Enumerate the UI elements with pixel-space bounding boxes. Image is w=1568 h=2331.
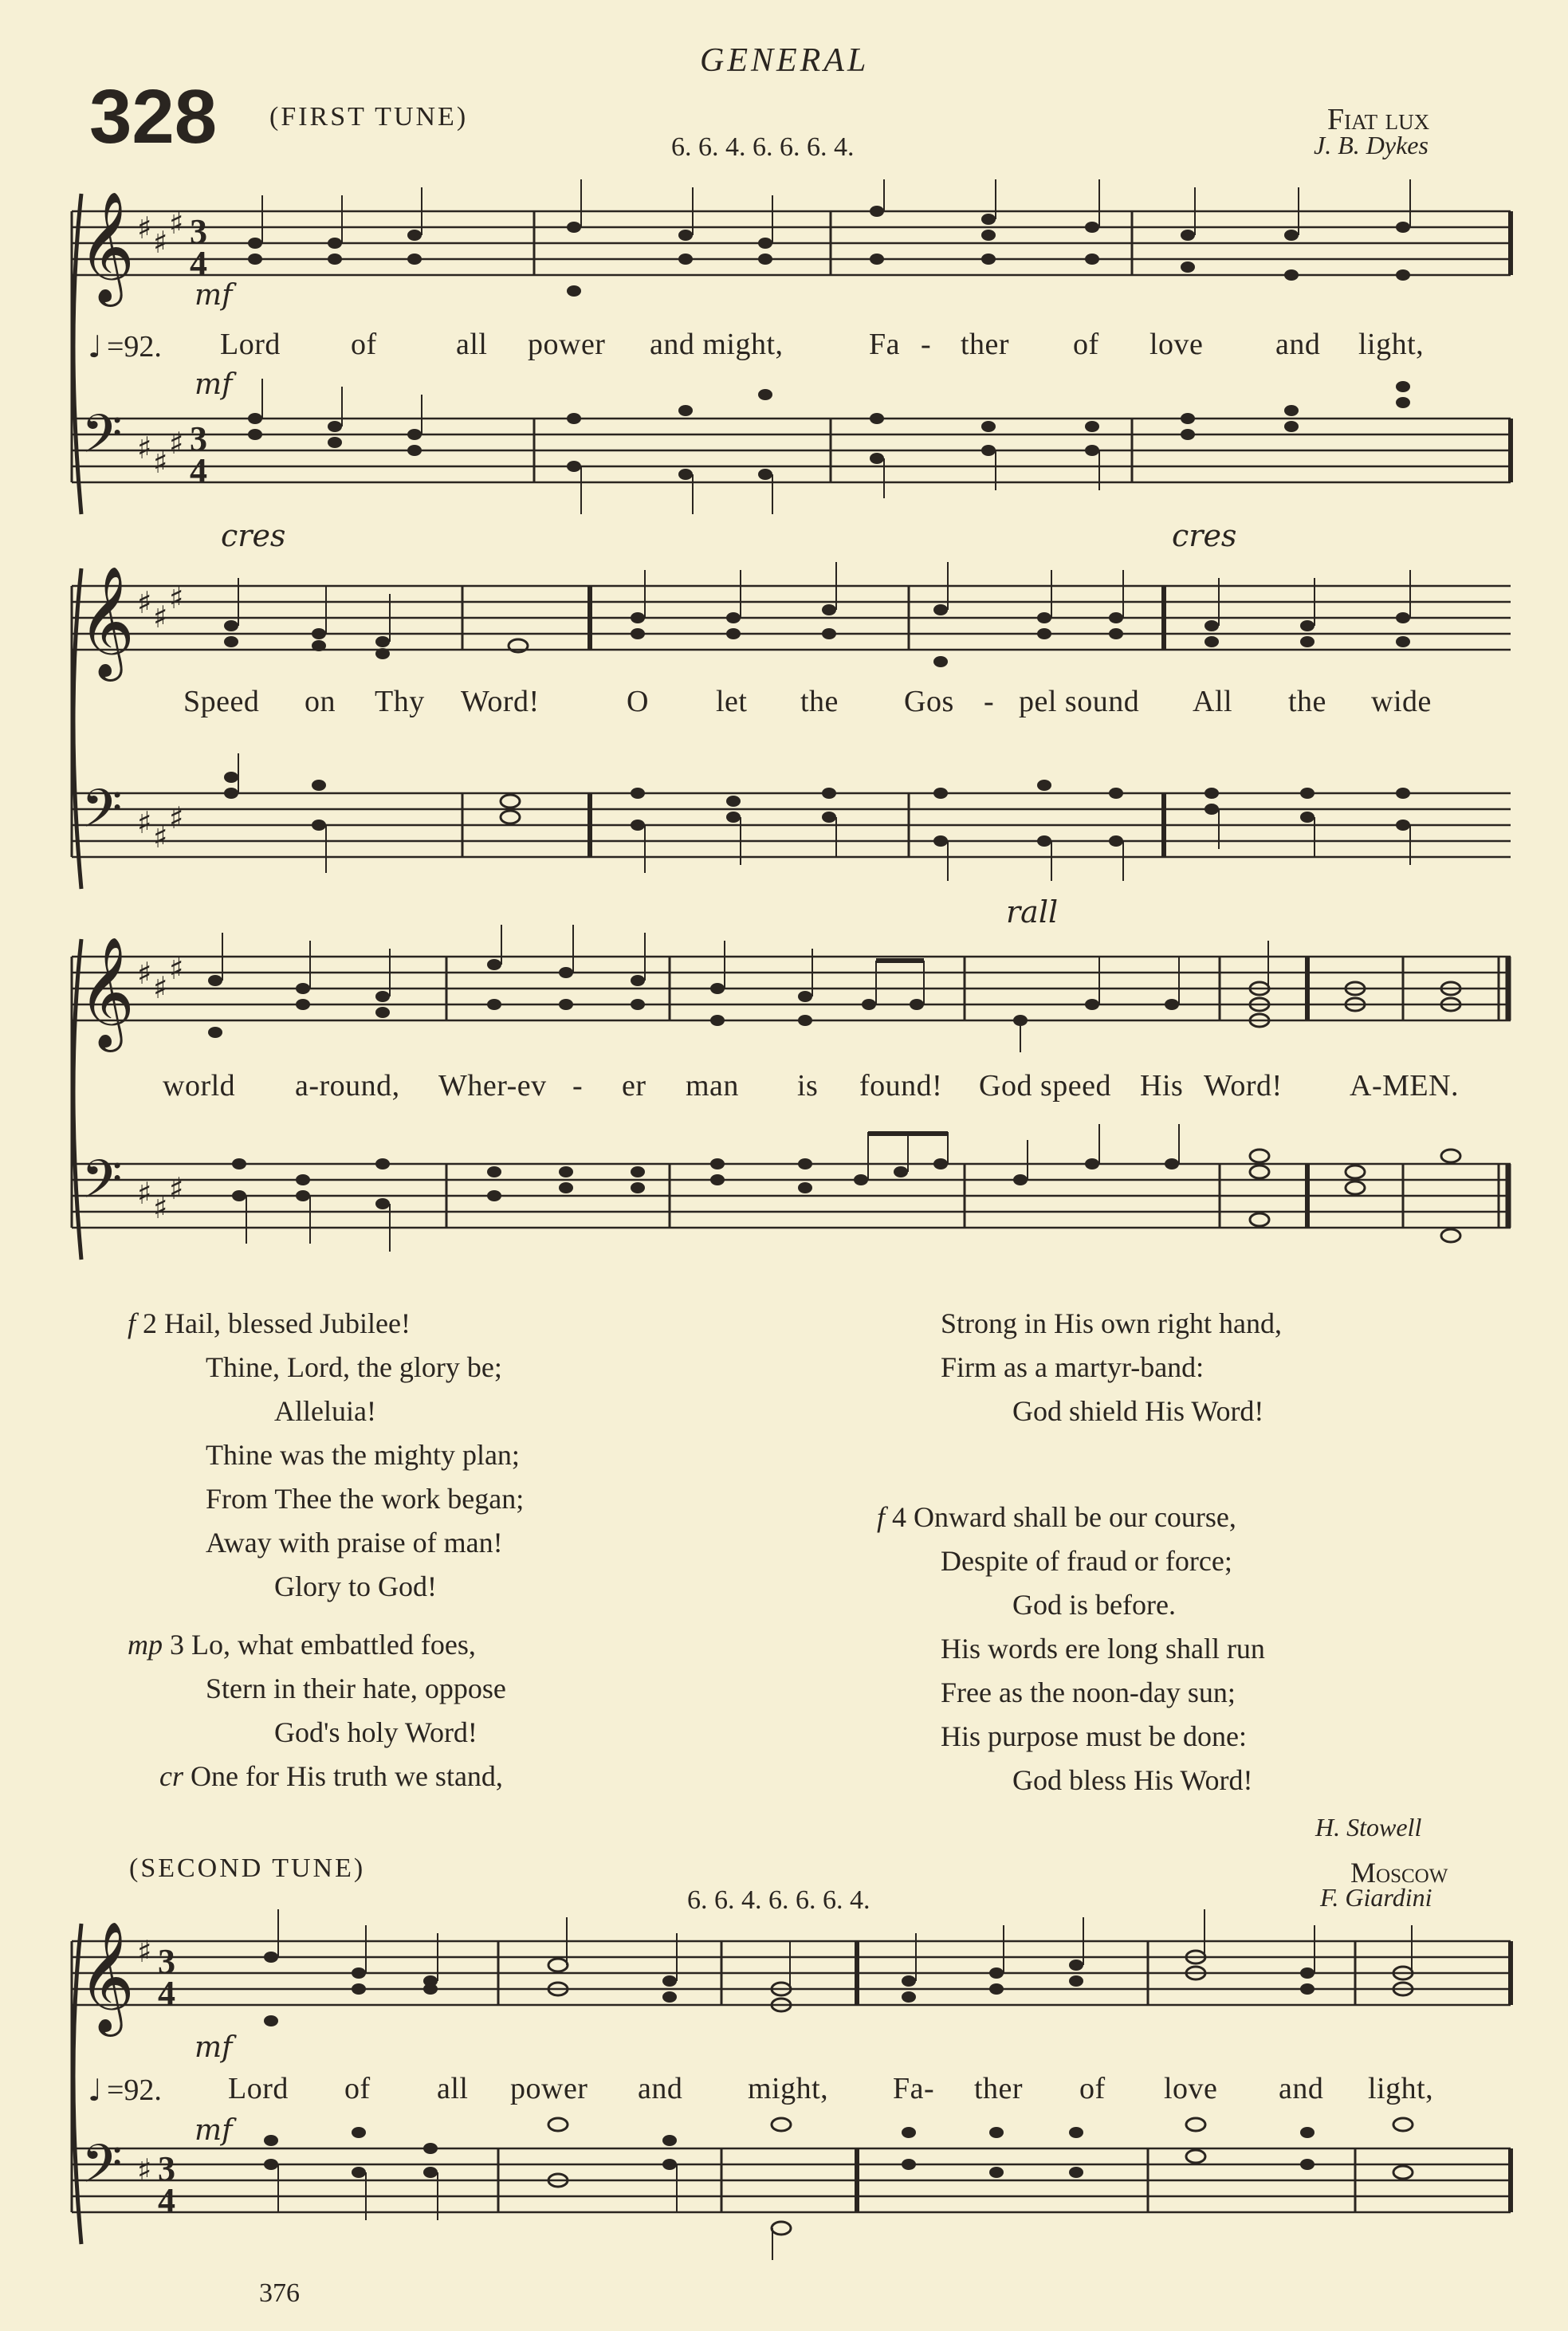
svg-text:♯: ♯ bbox=[137, 1176, 152, 1211]
svg-text:♯: ♯ bbox=[169, 951, 184, 986]
svg-text:4: 4 bbox=[190, 451, 207, 490]
verse-3: mp 3 Lo, what embattled foes, bbox=[128, 1629, 476, 1661]
verse-line: His words ere long shall run bbox=[941, 1633, 1265, 1665]
svg-text:♯: ♯ bbox=[137, 805, 152, 840]
second-tune-label: (SECOND TUNE) bbox=[129, 1853, 366, 1883]
svg-text:♯: ♯ bbox=[153, 1190, 168, 1225]
treble-clef-icon: 𝄞 bbox=[78, 1921, 135, 2032]
verse-line: Firm as a martyr-band: bbox=[941, 1351, 1204, 1383]
metronome-note-icon-2: ♩ bbox=[88, 2073, 102, 2108]
treble-clef-icon: 𝄞 bbox=[78, 191, 135, 302]
svg-text:♯: ♯ bbox=[169, 580, 184, 615]
svg-text:♯: ♯ bbox=[137, 956, 152, 991]
svg-text:♯: ♯ bbox=[153, 445, 168, 480]
svg-text:♯: ♯ bbox=[169, 426, 184, 461]
svg-text:♯: ♯ bbox=[153, 970, 168, 1005]
svg-text:♯: ♯ bbox=[169, 800, 184, 835]
treble-clef-icon: 𝄞 bbox=[78, 566, 135, 677]
verse-line: Despite of fraud or force; bbox=[941, 1545, 1232, 1577]
verse-line: God is before. bbox=[1012, 1589, 1176, 1621]
verses-left bbox=[128, 1302, 717, 1798]
dynamic-rall: rall bbox=[1006, 894, 1059, 930]
bass-clef-icon: 𝄢 bbox=[81, 2133, 123, 2207]
svg-text:4: 4 bbox=[158, 1974, 175, 2013]
dynamic-mf-bass-2: mf bbox=[195, 2114, 233, 2147]
verse-line: Thine was the mighty plan; bbox=[206, 1439, 520, 1471]
composer: J. B. Dykes bbox=[1314, 131, 1428, 159]
bass-clef-icon: 𝄢 bbox=[81, 1149, 123, 1223]
tune-name: Fiat lux bbox=[1327, 103, 1430, 136]
verse-line: Thine, Lord, the glory be; bbox=[206, 1351, 502, 1383]
svg-text:♯: ♯ bbox=[153, 225, 168, 260]
svg-text:♯: ♯ bbox=[137, 585, 152, 620]
svg-text:3: 3 bbox=[190, 419, 207, 458]
dynamic-mf: mf bbox=[195, 279, 233, 312]
svg-text:♯: ♯ bbox=[137, 430, 152, 466]
svg-text:4: 4 bbox=[190, 244, 207, 283]
verse-line: Strong in His own right hand, bbox=[941, 1307, 1282, 1339]
hymn-author: H. Stowell bbox=[1315, 1813, 1422, 1842]
metronome-2: =92. bbox=[107, 2074, 162, 2107]
svg-text:♯: ♯ bbox=[169, 206, 184, 241]
music-system-3 bbox=[64, 925, 1515, 1276]
verse-2: f 2 Hail, blessed Jubilee! bbox=[128, 1307, 411, 1339]
time-signature bbox=[190, 212, 207, 490]
svg-text:♯: ♯ bbox=[153, 599, 168, 635]
svg-text:4: 4 bbox=[158, 2181, 175, 2220]
svg-text:♯: ♯ bbox=[153, 820, 168, 855]
key-signature bbox=[137, 580, 183, 855]
key-signature bbox=[137, 1934, 151, 2188]
verse-line: cr One for His truth we stand, bbox=[159, 1760, 503, 1792]
verse-line: God bless His Word! bbox=[1012, 1764, 1253, 1796]
svg-text:3: 3 bbox=[190, 212, 207, 251]
verse-4: f 4 Onward shall be our course, bbox=[877, 1501, 1236, 1533]
treble-clef-icon: 𝄞 bbox=[78, 937, 135, 1048]
first-tune-meter: 6. 6. 4. 6. 6. 6. 4. bbox=[671, 132, 855, 162]
svg-text:3: 3 bbox=[158, 1942, 175, 1981]
first-tune-label: (FIRST TUNE) bbox=[269, 102, 469, 132]
metronome: =92. bbox=[107, 330, 162, 364]
svg-text:♯: ♯ bbox=[169, 1171, 184, 1206]
verse-line: Alleluia! bbox=[274, 1395, 376, 1427]
section-heading: GENERAL bbox=[700, 42, 870, 79]
verse-line: God's holy Word! bbox=[274, 1716, 477, 1748]
dynamic-cres: cres bbox=[221, 518, 286, 553]
dynamic-mf-2: mf bbox=[195, 2031, 233, 2064]
dynamic-cres-2: cres bbox=[1172, 518, 1237, 553]
verse-line: His purpose must be done: bbox=[941, 1720, 1247, 1752]
music-system-2 bbox=[64, 554, 1515, 905]
bass-clef-icon: 𝄢 bbox=[81, 403, 123, 478]
verse-line: Free as the noon-day sun; bbox=[941, 1677, 1236, 1708]
svg-text:3: 3 bbox=[158, 2149, 175, 2188]
page-number: 376 bbox=[259, 2278, 300, 2308]
verse-line: Stern in their hate, oppose bbox=[206, 1673, 506, 1704]
second-tune-meter: 6. 6. 4. 6. 6. 6. 4. bbox=[687, 1885, 870, 1915]
svg-text:♯: ♯ bbox=[137, 210, 152, 246]
second-tune-name: Moscow bbox=[1350, 1857, 1448, 1889]
bass-clef-icon: 𝄢 bbox=[81, 778, 123, 852]
verse-line: Away with praise of man! bbox=[206, 1527, 503, 1559]
verse-line: From Thee the work began; bbox=[206, 1483, 525, 1515]
verses-right bbox=[877, 1302, 1531, 1802]
dynamic-mf-bass: mf bbox=[195, 368, 233, 401]
verse-line: Glory to God! bbox=[274, 1570, 437, 1602]
svg-text:♯: ♯ bbox=[137, 2152, 152, 2188]
svg-text:♯: ♯ bbox=[137, 1934, 152, 1969]
second-tune-composer: F. Giardini bbox=[1320, 1883, 1432, 1912]
verse-line: God shield His Word! bbox=[1012, 1395, 1264, 1427]
metronome-note-icon: ♩ bbox=[88, 329, 102, 364]
hymn-number: 328 bbox=[89, 74, 218, 159]
